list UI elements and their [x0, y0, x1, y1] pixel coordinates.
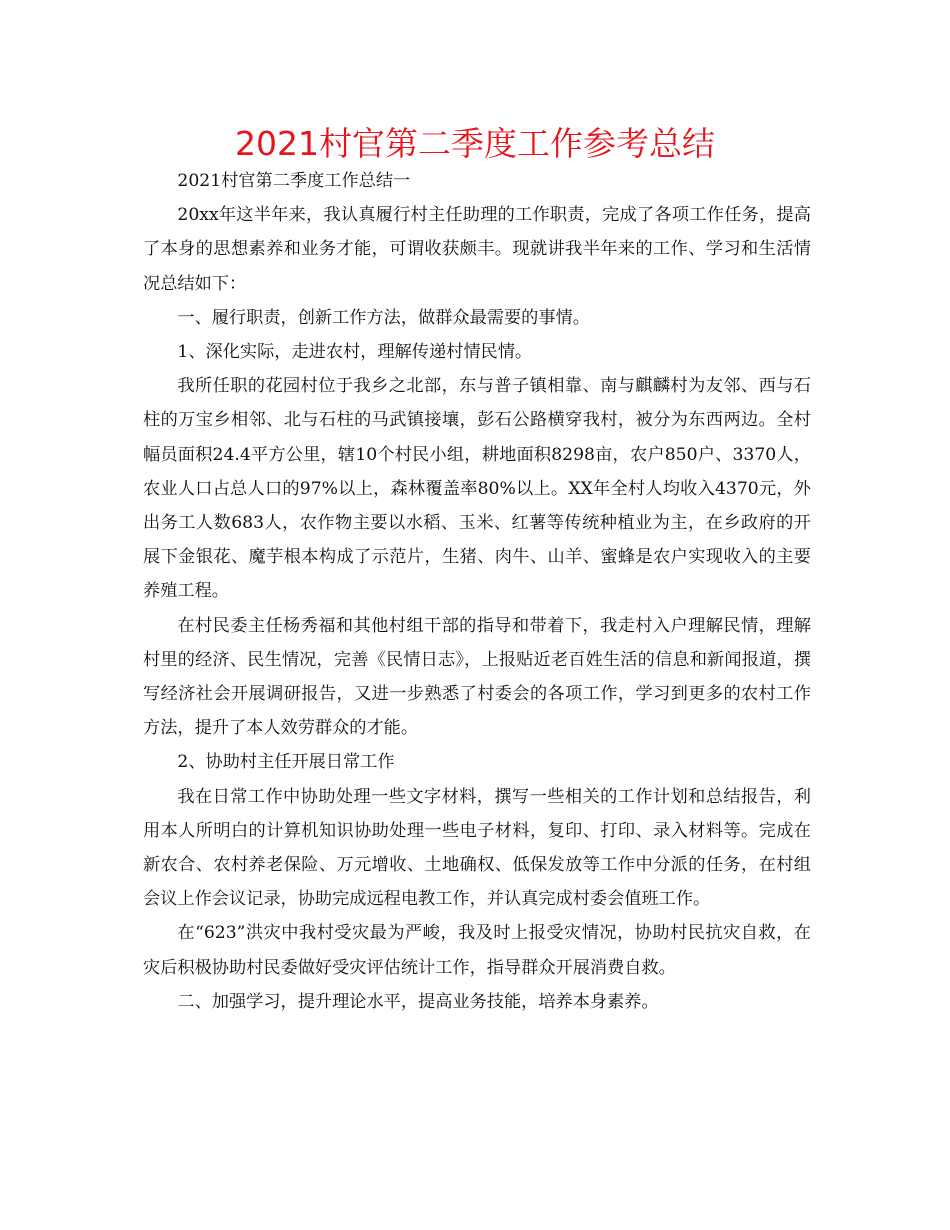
paragraph: 我所任职的花园村位于我乡之北部，东与普子镇相靠、南与麒麟村为友邻、西与石柱的万宝乡相邻、北与石柱的马武镇接壤，彭石公路横穿我村，被分为东西两边。全村幅员面积24.4平方公里，辖10个村民小组，耕地面积8298亩，农户850户、3370人，农业人口占总人口的97%以上，森林覆盖率80%以上。XX年全村人均收入4370元，外出务工人数683人，农作物主要以水稻、玉米、红薯等传统种植业为主，在乡政府的开展下金银花、魔芋根本构成了示范片，生猪、肉牛、山羊、蜜蜂是农户实现收入的主要养殖工程。 — [143, 376, 811, 602]
paragraph: 在村民委主任杨秀福和其他村组干部的指导和带着下，我走村入户理解民情，理解村里的经济、民生情况，完善《民情日志》，上报贴近老百姓生活的信息和新闻报道，撰写经济社会开展调研报告，又进一步熟悉了村委会的各项工作，学习到更多的农村工作方法，提升了本人效劳群众的才能。 — [143, 615, 811, 739]
paragraph: 20xx年这半年来，我认真履行村主任助理的工作职责，完成了各项工作任务，提高了本身的思想素养和业务才能，可谓收获颇丰。现就讲我半年来的工作、学习和生活情况总结如下： — [143, 205, 811, 294]
document-title: 2021村官第二季度工作参考总结 — [235, 124, 715, 163]
section-heading: 2021村官第二季度工作总结一 — [177, 171, 411, 191]
paragraph: 我在日常工作中协助处理一些文字材料，撰写一些相关的工作计划和总结报告，利用本人所明白的计算机知识协助处理一些电子材料，复印、打印、录入材料等。完成在新农合、农村养老保险、万元增收、土地确权、低保发放等工作中分派的任务，在村组会议上作会议记录，协助完成远程电教工作，并认真完成村委会值班工作。 — [143, 786, 811, 910]
document-body — [143, 164, 811, 1019]
subsection-heading: 1、深化实际，走进农村，理解传递村情民情。 — [177, 342, 533, 363]
section-heading: 一、履行职责，创新工作方法，做群众最需要的事情。 — [177, 307, 590, 328]
paragraph: 在“623”洪灾中我村受灾最为严峻，我及时上报受灾情况，协助村民抗灾自救，在灾后积极协助村民委做好受灾评估统计工作，指导群众开展消费自救。 — [143, 923, 811, 978]
section-heading: 二、加强学习，提升理论水平，提高业务技能，培养本身素养。 — [177, 991, 659, 1012]
subsection-heading: 2、协助村主任开展日常工作 — [177, 752, 395, 773]
